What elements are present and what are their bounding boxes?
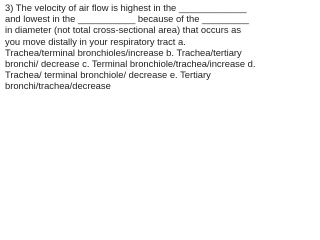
question-card (0, 0, 261, 92)
question-text: 3) The velocity of air flow is highest in the _____________ and lowest in the ___________ because of the _________ in diameter (not total cross-sectional area) that occurs as you move distally in your respiratory tract a. Trachea/terminal bronchioles/increase b. Trachea/tertiary bronchi/ decrease c. Terminal bronchiole/trachea/increase d. Trachea/ terminal bronchiole/ decrease e. Tertiary bronchi/trachea/decrease (5, 2, 256, 92)
